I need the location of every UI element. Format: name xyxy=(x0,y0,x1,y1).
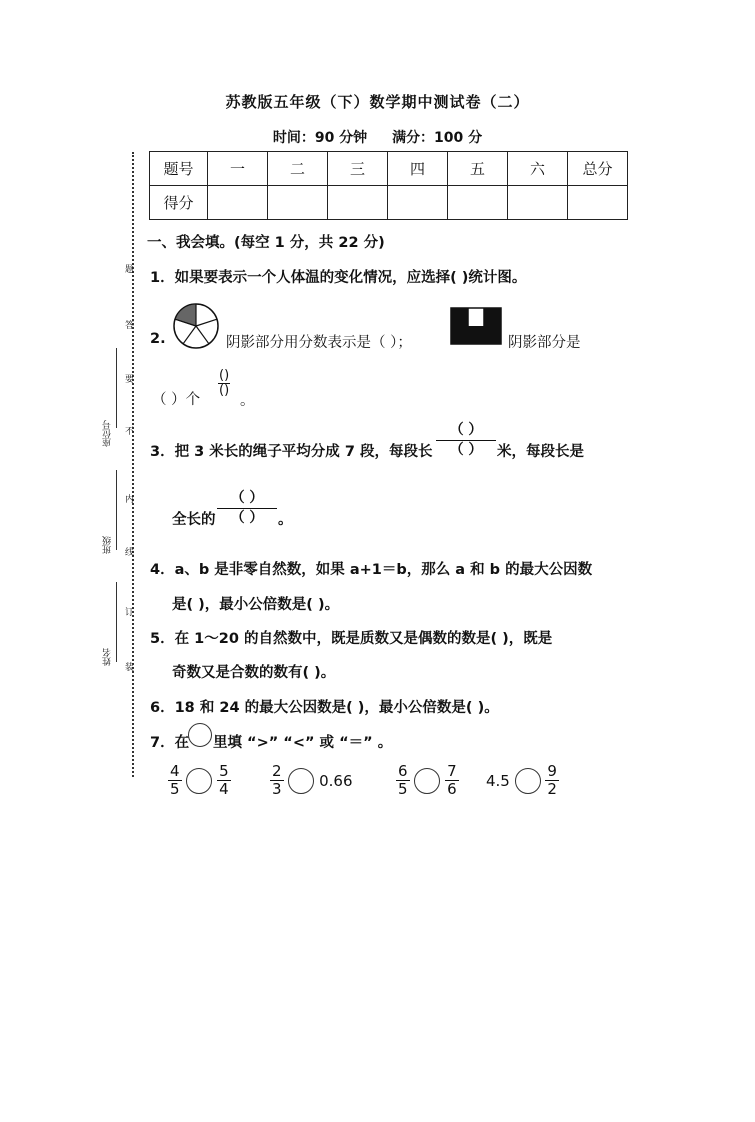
numerator: 6 xyxy=(398,762,408,780)
score-table xyxy=(149,151,628,220)
question-7-part-b: 里填 “>” “<” 或 “＝” 。 xyxy=(213,735,393,751)
question-2-fraction xyxy=(218,369,230,399)
question-7-part-a: 7．在 xyxy=(150,735,190,751)
header-cell: 总分 xyxy=(568,152,628,186)
question-5-line-2: 奇数又是合数的数有( )。 xyxy=(172,665,336,681)
shaded-grid-figure xyxy=(450,307,502,345)
score-table-score-row xyxy=(150,186,628,220)
compare-circle-icon xyxy=(188,723,212,747)
question-3-end: 。 xyxy=(278,512,293,528)
fraction xyxy=(270,763,284,799)
denominator: 5 xyxy=(170,780,180,799)
score-input-cell[interactable] xyxy=(448,186,508,220)
section-heading: 一、我会填。(每空 1 分，共 22 分) xyxy=(147,235,385,251)
question-2-part-c: （ ）个 xyxy=(152,392,201,408)
class-line[interactable] xyxy=(116,470,117,550)
question-4-line-1: 4．a、b 是非零自然数，如果 a+1＝b，那么 a 和 b 的最大公因数 xyxy=(150,562,593,578)
shaded-pie-figure xyxy=(172,302,220,350)
score-input-cell[interactable] xyxy=(328,186,388,220)
compare-answer-circle[interactable] xyxy=(288,768,314,794)
comparison-4 xyxy=(486,763,559,799)
question-3-part-a: 3．把 3 米长的绳子平均分成 7 段，每段长 xyxy=(150,444,433,460)
binding-char: 不 xyxy=(125,427,135,437)
compare-answer-circle[interactable] xyxy=(414,768,440,794)
seat-number-label: 座位号 xyxy=(103,420,113,447)
denominator: 4 xyxy=(219,780,229,799)
score-input-cell[interactable] xyxy=(268,186,328,220)
score-label-cell: 得分 xyxy=(150,186,208,220)
header-cell: 三 xyxy=(328,152,388,186)
numerator: 2 xyxy=(272,762,282,780)
fraction-numerator: （ ） xyxy=(436,421,496,441)
header-cell: 二 xyxy=(268,152,328,186)
fraction-denominator: （ ） xyxy=(449,441,483,458)
question-2-part-b: 阴影部分是 xyxy=(508,335,581,351)
question-2-end: 。 xyxy=(240,393,255,409)
score-input-cell[interactable] xyxy=(208,186,268,220)
header-cell: 五 xyxy=(448,152,508,186)
fraction-denominator: （ ） xyxy=(230,509,264,526)
score-input-cell[interactable] xyxy=(508,186,568,220)
score-table-header-row xyxy=(150,152,628,186)
name-label: 姓名 xyxy=(103,648,113,666)
exam-time: 时间：90 分钟 xyxy=(272,130,368,146)
question-5-line-1: 5．在 1～20 的自然数中，既是质数又是偶数的数是( )，既是 xyxy=(150,631,553,647)
binding-char: 订 xyxy=(125,608,135,618)
seat-number-line[interactable] xyxy=(116,348,117,428)
question-3-part-b: 米，每段长是 xyxy=(497,444,584,460)
binding-char: 线 xyxy=(125,548,135,558)
binding-dotted-line xyxy=(132,152,134,777)
fraction-numerator: () xyxy=(219,368,230,383)
header-cell: 题号 xyxy=(150,152,208,186)
question-3-fraction-part xyxy=(217,489,277,528)
numerator: 9 xyxy=(547,762,557,780)
numerator: 7 xyxy=(447,762,457,780)
fraction xyxy=(217,763,231,799)
fraction-numerator: （ ） xyxy=(217,489,277,509)
score-input-cell[interactable] xyxy=(568,186,628,220)
comparison-2 xyxy=(270,763,353,799)
denominator: 2 xyxy=(547,780,557,799)
exam-full-score: 满分：100 分 xyxy=(392,130,483,146)
header-cell: 一 xyxy=(208,152,268,186)
numerator: 5 xyxy=(219,762,229,780)
question-1: 1．如果要表示一个人体温的变化情况，应选择( )统计图。 xyxy=(150,270,527,286)
decimal-value: 4.5 xyxy=(486,771,510,790)
numerator: 4 xyxy=(170,762,180,780)
compare-answer-circle[interactable] xyxy=(515,768,541,794)
binding-char: 答 xyxy=(125,321,135,331)
denominator: 3 xyxy=(272,780,282,799)
question-4-line-2: 是( )，最小公倍数是( )。 xyxy=(172,597,340,613)
fraction xyxy=(545,763,559,799)
name-line[interactable] xyxy=(116,582,117,662)
score-input-cell[interactable] xyxy=(388,186,448,220)
question-3-fraction-length xyxy=(436,421,496,460)
page-title: 苏教版五年级（下）数学期中测试卷（二） xyxy=(225,93,530,111)
fraction xyxy=(396,763,410,799)
exam-info xyxy=(0,127,755,147)
binding-char: 装 xyxy=(125,663,135,673)
class-label: 班级 xyxy=(103,536,113,554)
question-6: 6．18 和 24 的最大公因数是( )，最小公倍数是( )。 xyxy=(150,700,499,716)
fraction-denominator: () xyxy=(219,383,230,399)
denominator: 5 xyxy=(398,780,408,799)
question-3-part-c: 全长的 xyxy=(172,512,216,528)
decimal-value: 0.66 xyxy=(319,771,353,790)
binding-char: 内 xyxy=(125,495,135,505)
fraction xyxy=(445,763,459,799)
header-cell: 六 xyxy=(508,152,568,186)
fraction xyxy=(168,763,182,799)
question-2-number: 2. xyxy=(150,331,166,347)
header-cell: 四 xyxy=(388,152,448,186)
binding-char: 题 xyxy=(125,265,135,275)
question-2-part-a: 阴影部分用分数表示是（ ）； xyxy=(226,335,412,351)
binding-char: 要 xyxy=(125,375,135,385)
comparison-1 xyxy=(168,763,231,799)
denominator: 6 xyxy=(447,780,457,799)
compare-answer-circle[interactable] xyxy=(186,768,212,794)
comparison-3 xyxy=(396,763,459,799)
